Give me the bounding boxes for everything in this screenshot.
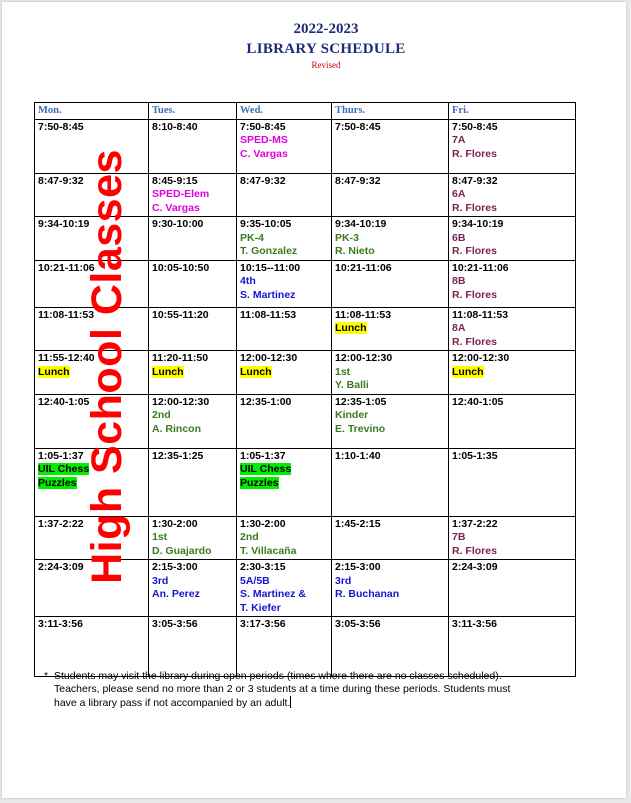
- day-header-tue: Tues.: [149, 103, 237, 120]
- schedule-cell-thu: [332, 516, 449, 560]
- class-info: Puzzles: [240, 476, 279, 489]
- day-header-row: [35, 103, 576, 120]
- time-slot: 12:00-12:30: [152, 395, 210, 408]
- schedule-cell-thu: [332, 351, 449, 395]
- time-slot: 9:30-10:00: [152, 218, 204, 230]
- time-slot: 1:45-2:15: [335, 517, 381, 530]
- schedule-cell-wed: [237, 173, 332, 217]
- time-slot: 10:55-11:20: [152, 308, 209, 321]
- time-slot: 7:50-8:45: [452, 120, 498, 133]
- schedule-cell-tue: [149, 307, 237, 351]
- schedule-cell-fri: [449, 351, 576, 395]
- class-info: 7A: [452, 134, 466, 146]
- class-info: Lunch: [152, 365, 184, 378]
- class-info: UIL Chess: [240, 463, 292, 475]
- footnote-text: Students may visit the library during open periods (times where there are no classes scheduled). Teachers, please send no more than 2 or 3 students at a time during these periods. Students must have a library pass if not accompanied by an adult.: [54, 670, 511, 709]
- time-slot: 10:15--11:00: [240, 261, 301, 274]
- class-info: 3rd: [152, 574, 169, 587]
- class-info: PK-4: [240, 231, 264, 244]
- schedule-cell-wed: [237, 217, 332, 261]
- time-slot: 1:05-1:37: [240, 449, 286, 462]
- time-slot: 2:24-3:09: [38, 561, 84, 573]
- time-slot: 10:21-11:06: [335, 261, 392, 274]
- schedule-cell-wed: [237, 307, 332, 351]
- page-title: LIBRARY SCHEDULE: [246, 41, 406, 57]
- time-slot: 1:30-2:00: [152, 517, 198, 530]
- schedule-cell-fri: [449, 173, 576, 217]
- schedule-cell-thu: [332, 173, 449, 217]
- class-info: Lunch: [335, 322, 367, 334]
- schedule-cell-tue: [149, 448, 237, 516]
- class-info: R. Flores: [452, 335, 497, 348]
- class-info: 1st: [335, 365, 351, 378]
- revised-label: Revised: [311, 60, 341, 70]
- time-slot: 2:15-3:00: [335, 561, 381, 573]
- class-info: C. Vargas: [240, 147, 288, 160]
- day-header-mon: Mon.: [35, 103, 149, 120]
- class-info: R. Flores: [452, 544, 497, 557]
- time-slot: 11:08-11:53: [335, 308, 392, 321]
- time-slot: 12:40-1:05: [38, 395, 90, 408]
- schedule-cell-tue: [149, 217, 237, 261]
- schedule-row: [35, 617, 576, 677]
- time-slot: 12:35-1:25: [152, 449, 204, 462]
- time-slot: 12:00-12:30: [335, 352, 393, 364]
- schedule-cell-fri: [449, 260, 576, 307]
- class-info: Lunch: [452, 365, 484, 378]
- day-header-fri: Fri.: [449, 103, 576, 120]
- time-slot: 12:35-1:05: [335, 395, 387, 408]
- class-info: 1st: [152, 531, 168, 543]
- time-slot: 9:34-10:19: [38, 218, 90, 230]
- schedule-cell-tue: [149, 394, 237, 448]
- class-info: S. Martinez &: [240, 588, 306, 600]
- schedule-cell-wed: [237, 617, 332, 677]
- class-info: S. Martinez: [240, 288, 296, 301]
- class-info: A. Rincon: [152, 422, 201, 435]
- class-info: Lunch: [38, 365, 70, 378]
- schedule-cell-fri: [449, 617, 576, 677]
- time-slot: 10:05-10:50: [152, 261, 210, 274]
- class-info: R. Nieto: [335, 245, 375, 257]
- class-info: Puzzles: [38, 476, 77, 489]
- school-year: 2022-2023: [293, 21, 359, 37]
- time-slot: 7:50-8:45: [240, 120, 286, 133]
- schedule-cell-thu: [332, 394, 449, 448]
- time-slot: 1:05-1:35: [452, 449, 498, 462]
- class-info: T. Gonzalez: [240, 245, 298, 257]
- time-slot: 11:08-11:53: [240, 308, 297, 321]
- schedule-cell-thu: [332, 307, 449, 351]
- schedule-cell-fri: [449, 307, 576, 351]
- time-slot: 3:11-3:56: [452, 618, 497, 630]
- class-info: An. Perez: [152, 588, 200, 600]
- schedule-cell-wed: [237, 351, 332, 395]
- time-slot: 1:37-2:22: [452, 517, 498, 530]
- schedule-cell-fri: [449, 217, 576, 261]
- time-slot: 11:20-11:50: [152, 352, 209, 364]
- time-slot: 1:30-2:00: [240, 517, 286, 530]
- time-slot: 3:17-3:56: [240, 618, 286, 630]
- class-info: 2nd: [152, 409, 171, 421]
- day-header-thu: Thurs.: [332, 103, 449, 120]
- schedule-cell-thu: [332, 260, 449, 307]
- time-slot: 8:47-9:32: [240, 174, 286, 187]
- schedule-cell-tue: [149, 617, 237, 677]
- schedule-cell-thu: [332, 617, 449, 677]
- class-info: D. Guajardo: [152, 544, 212, 557]
- class-info: R. Flores: [452, 147, 497, 160]
- class-info: 3rd: [335, 574, 352, 587]
- time-slot: 2:30-3:15: [240, 561, 286, 573]
- time-slot: 12:00-12:30: [240, 352, 298, 364]
- class-info: 8B: [452, 275, 466, 287]
- time-slot: 8:45-9:15: [152, 174, 198, 187]
- schedule-cell-wed: [237, 394, 332, 448]
- schedule-cell-tue: [149, 351, 237, 395]
- class-info: C. Vargas: [152, 201, 200, 214]
- class-info: 6B: [452, 231, 466, 244]
- time-slot: 2:24-3:09: [452, 561, 498, 573]
- time-slot: 1:10-1:40: [335, 449, 381, 462]
- time-slot: 1:05-1:37: [38, 449, 84, 462]
- high-school-classes-overlay: [82, 124, 132, 608]
- time-slot: 7:50-8:45: [38, 120, 84, 133]
- schedule-cell-wed: [237, 119, 332, 173]
- class-info: T. Kiefer: [240, 601, 281, 614]
- time-slot: 2:15-3:00: [152, 561, 198, 573]
- schedule-cell-thu: [332, 217, 449, 261]
- time-slot: 8:47-9:32: [452, 174, 498, 187]
- time-slot: 10:21-11:06: [452, 261, 509, 274]
- class-info: Kinder: [335, 409, 369, 421]
- schedule-cell-wed: [237, 560, 332, 617]
- schedule-cell-thu: [332, 448, 449, 516]
- time-slot: 11:08-11:53: [38, 308, 95, 321]
- footnote: [44, 670, 524, 710]
- class-info: R. Flores: [452, 201, 497, 214]
- schedule-cell-thu: [332, 560, 449, 617]
- day-header-wed: Wed.: [237, 103, 332, 120]
- class-info: Y. Balli: [335, 379, 369, 391]
- time-slot: 11:55-12:40: [38, 352, 95, 364]
- time-slot: 11:08-11:53: [452, 308, 509, 321]
- time-slot: 8:10-8:40: [152, 120, 198, 133]
- time-slot: 12:00-12:30: [452, 352, 510, 364]
- class-info: 5A/5B: [240, 574, 270, 587]
- class-info: R. Flores: [452, 288, 497, 301]
- class-info: SPED-MS: [240, 134, 288, 146]
- time-slot: 10:21-11:06: [38, 261, 95, 274]
- class-info: 7B: [452, 531, 466, 543]
- class-info: 8A: [452, 322, 466, 334]
- schedule-cell-wed: [237, 448, 332, 516]
- class-info: SPED-Elem: [152, 188, 210, 200]
- time-slot: 12:40-1:05: [452, 395, 504, 408]
- schedule-cell-wed: [237, 260, 332, 307]
- schedule-cell-tue: [149, 560, 237, 617]
- footnote-marker: *: [44, 670, 49, 682]
- time-slot: 3:05-3:56: [152, 618, 198, 630]
- class-info: 2nd: [240, 531, 259, 543]
- time-slot: 9:34-10:19: [335, 218, 387, 230]
- schedule-cell-tue: [149, 260, 237, 307]
- class-info: T. Villacaña: [240, 544, 297, 557]
- schedule-cell-mon: [35, 617, 149, 677]
- text-cursor: [290, 696, 291, 708]
- time-slot: 8:47-9:32: [38, 174, 84, 187]
- schedule-cell-fri: [449, 119, 576, 173]
- time-slot: 9:34-10:19: [452, 218, 504, 230]
- time-slot: 12:35-1:00: [240, 395, 292, 408]
- schedule-cell-tue: [149, 119, 237, 173]
- overlay-text: High School Classes: [82, 148, 131, 584]
- class-info: R. Flores: [452, 245, 497, 257]
- schedule-cell-fri: [449, 560, 576, 617]
- class-info: Lunch: [240, 365, 272, 378]
- schedule-cell-fri: [449, 516, 576, 560]
- time-slot: 3:05-3:56: [335, 618, 381, 630]
- time-slot: 8:47-9:32: [335, 174, 381, 187]
- schedule-cell-fri: [449, 394, 576, 448]
- schedule-cell-tue: [149, 173, 237, 217]
- schedule-cell-wed: [237, 516, 332, 560]
- time-slot: 3:11-3:56: [38, 618, 83, 630]
- time-slot: 7:50-8:45: [335, 120, 381, 133]
- schedule-cell-tue: [149, 516, 237, 560]
- class-info: R. Buchanan: [335, 588, 400, 600]
- time-slot: 1:37-2:22: [38, 517, 84, 530]
- class-info: PK-3: [335, 231, 359, 244]
- class-info: UIL Chess: [38, 463, 90, 475]
- schedule-cell-thu: [332, 119, 449, 173]
- class-info: E. Trevino: [335, 422, 386, 435]
- time-slot: 9:35-10:05: [240, 218, 292, 230]
- schedule-cell-fri: [449, 448, 576, 516]
- class-info: 4th: [240, 275, 256, 287]
- class-info: 6A: [452, 188, 466, 200]
